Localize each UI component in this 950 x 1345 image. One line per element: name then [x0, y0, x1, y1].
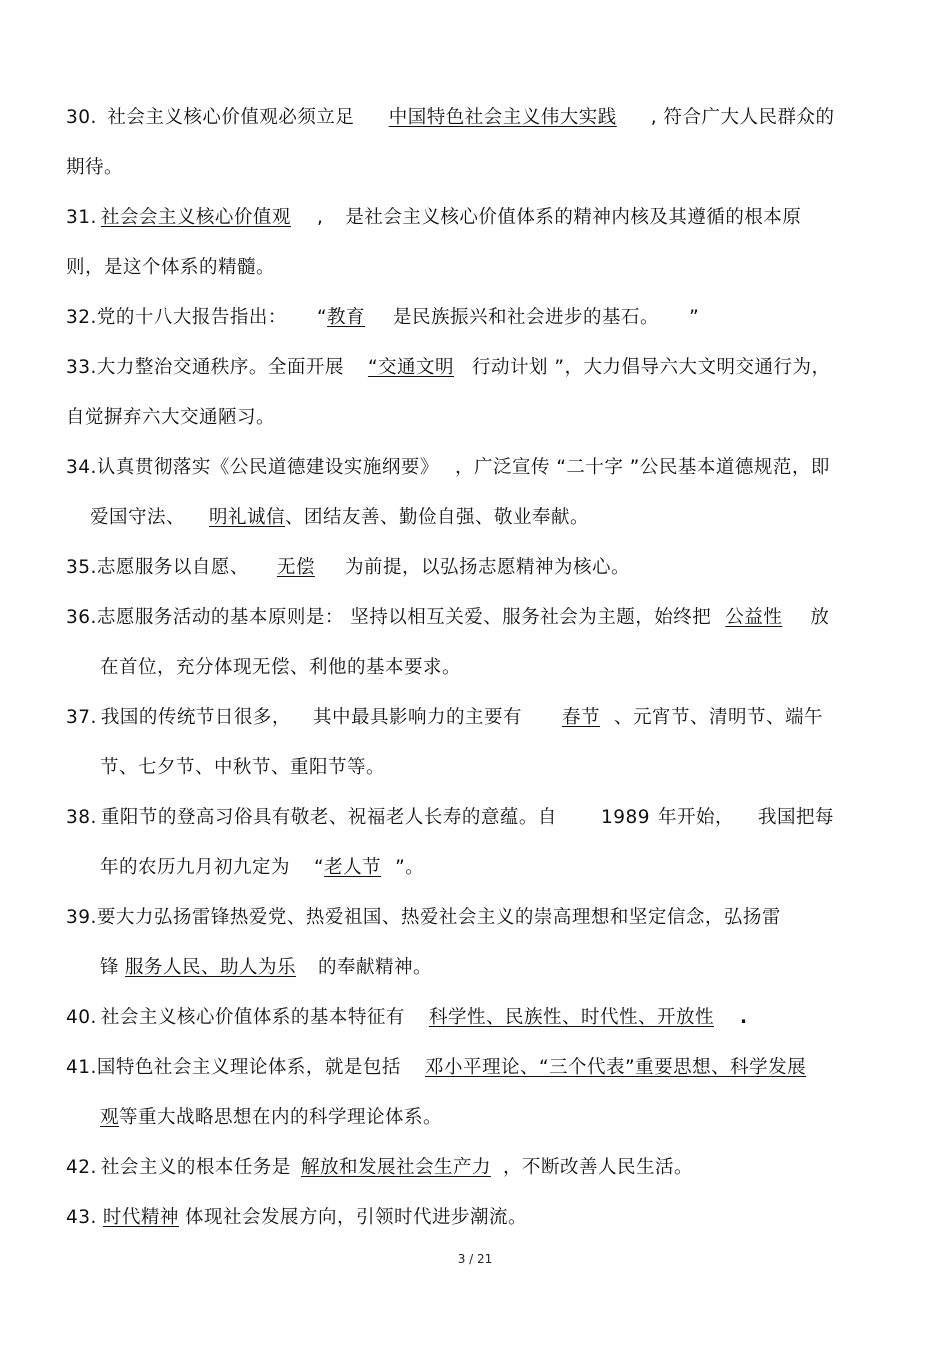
- question-32: 32.党的十八大报告指出： “教育 是民族振兴和社会进步的基石。 ”: [66, 307, 700, 328]
- answer-blank: 时代精神: [102, 1207, 179, 1228]
- answer-blank: 科学性、民族性、时代性、开放性: [428, 1007, 714, 1028]
- question-31: 31. 社会会主义核心价值观 , 是社会主义核心价值体系的精神内核及其遵循的根本原: [66, 207, 802, 228]
- question-text: ，广泛宣传 “二十字 ”公民基本道德规范，即: [454, 457, 830, 478]
- question-text: 志愿服务以自愿、: [96, 557, 249, 578]
- question-number: 43.: [66, 1207, 97, 1228]
- question-41-line2: 观等重大战略思想在内的科学理论体系。: [100, 1107, 443, 1128]
- question-text: 行动计划 ”，大力倡导六大文明交通行为，: [472, 357, 831, 378]
- question-text: 为前提，以弘扬志愿精神为核心。: [344, 557, 630, 578]
- question-39: [66, 905, 904, 931]
- question-33-line2: 自觉摒弃六大交通陋习。: [66, 407, 276, 428]
- question-31-line2: 则，是这个体系的精髓。: [66, 257, 276, 278]
- question-text: 重阳节的登高习俗具有敬老、祝福老人长寿的意蕴。自: [100, 807, 557, 828]
- question-39-line2: 锋 服务人民、助人为乐 的奉献精神。: [100, 957, 433, 978]
- question-number: 38.: [66, 807, 97, 828]
- question-33: [66, 355, 904, 381]
- question-text: 国特色社会主义理论体系，就是包括: [96, 1057, 401, 1078]
- question-text: 其中最具影响力的主要有: [312, 707, 522, 728]
- question-number: 42.: [66, 1157, 97, 1178]
- question-number: 36.: [66, 607, 97, 628]
- answer-blank: 明礼诚信: [209, 507, 286, 528]
- question-number: 39.: [66, 907, 97, 928]
- answer-blank: 中国特色社会主义伟大实践: [388, 107, 617, 128]
- question-text: 志愿服务活动的基本原则是： 坚持以相互关爱、服务社会为主题，始终把: [96, 607, 712, 628]
- question-42: 42. 社会主义的根本任务是 解放和发展社会生产力 ，不断改善人民生活。: [66, 1157, 693, 1178]
- answer-blank: 教育: [327, 307, 366, 328]
- question-number: 34.: [66, 457, 97, 478]
- question-text: 党的十八大报告指出：: [96, 307, 287, 328]
- question-number: 32.: [66, 307, 97, 328]
- answer-blank: 邓小平理论、“三个代表”重要思想、科学发展: [424, 1057, 807, 1078]
- question-37: 37. 我国的传统节日很多， 其中最具影响力的主要有 春节 、元宵节、清明节、端午: [66, 707, 823, 728]
- question-34: [66, 455, 904, 481]
- question-text: 要大力弘扬雷锋热爱党、热爱祖国、热爱社会主义的崇高理想和坚定信念，弘扬雷: [96, 907, 781, 928]
- question-text: 大力整治交通秩序。全面开展: [96, 357, 344, 378]
- answer-blank: 社会会主义核心价值观: [100, 207, 291, 228]
- answer-blank: 观: [100, 1107, 120, 1128]
- question-text: 社会主义核心价值观必须立足: [107, 107, 355, 128]
- question-text: 我国的传统节日很多，: [100, 707, 291, 728]
- question-text: 社会主义核心价值体系的基本特征有: [100, 1007, 405, 1028]
- question-number: 35.: [66, 557, 97, 578]
- question-text: 社会主义的根本任务是: [100, 1157, 291, 1178]
- question-number: 31.: [66, 207, 97, 228]
- question-number: 30.: [66, 107, 97, 128]
- question-41: [66, 1055, 904, 1081]
- question-30: [66, 105, 904, 131]
- question-37-line2: 节、七夕节、中秋节、重阳节等。: [100, 757, 386, 778]
- answer-blank: 无偿: [276, 557, 315, 578]
- answer-blank: “交通文明: [367, 357, 455, 378]
- question-36: 36.志愿服务活动的基本原则是： 坚持以相互关爱、服务社会为主题，始终把 公益性 放: [66, 607, 830, 628]
- question-text: , 符合广大人民群众的: [650, 107, 835, 128]
- question-number: 37.: [66, 707, 97, 728]
- question-number: 33.: [66, 357, 97, 378]
- question-43: 43. 时代精神 体现社会发展方向，引领时代进步潮流。: [66, 1207, 527, 1228]
- answer-blank: 解放和发展社会生产力: [300, 1157, 491, 1178]
- question-38-line2: 年的农历九月初九定为 “老人节 ”。: [100, 857, 425, 878]
- answer-blank: 春节: [561, 707, 600, 728]
- question-number: 41.: [66, 1057, 97, 1078]
- question-40: 40. 社会主义核心价值体系的基本特征有 科学性、民族性、时代性、开放性 .: [66, 1007, 748, 1028]
- answer-blank: 公益性: [725, 607, 783, 628]
- answer-blank: 服务人民、助人为乐: [125, 957, 297, 978]
- question-38: 38. 重阳节的登高习俗具有敬老、祝福老人长寿的意蕴。自 1989 年开始， 我国把每: [66, 807, 835, 828]
- question-number: 40.: [66, 1007, 97, 1028]
- question-36-line2: 在首位，充分体现无偿、利他的基本要求。: [100, 657, 462, 678]
- question-text: 是民族振兴和社会进步的基石。: [393, 307, 660, 328]
- page-number: 3 / 21: [457, 1252, 493, 1266]
- question-text: 是社会主义核心价值体系的精神内核及其遵循的根本原: [345, 207, 802, 228]
- question-35: [66, 555, 904, 581]
- answer-blank: 老人节: [324, 857, 382, 878]
- question-34-line2: 爱国守法、 明礼诚信、团结友善、勤俭自强、敬业奉献。: [90, 507, 590, 528]
- question-30-line2: 期待。: [66, 157, 124, 178]
- question-text: 认真贯彻落实《公民道德建设实施纲要》: [96, 457, 439, 478]
